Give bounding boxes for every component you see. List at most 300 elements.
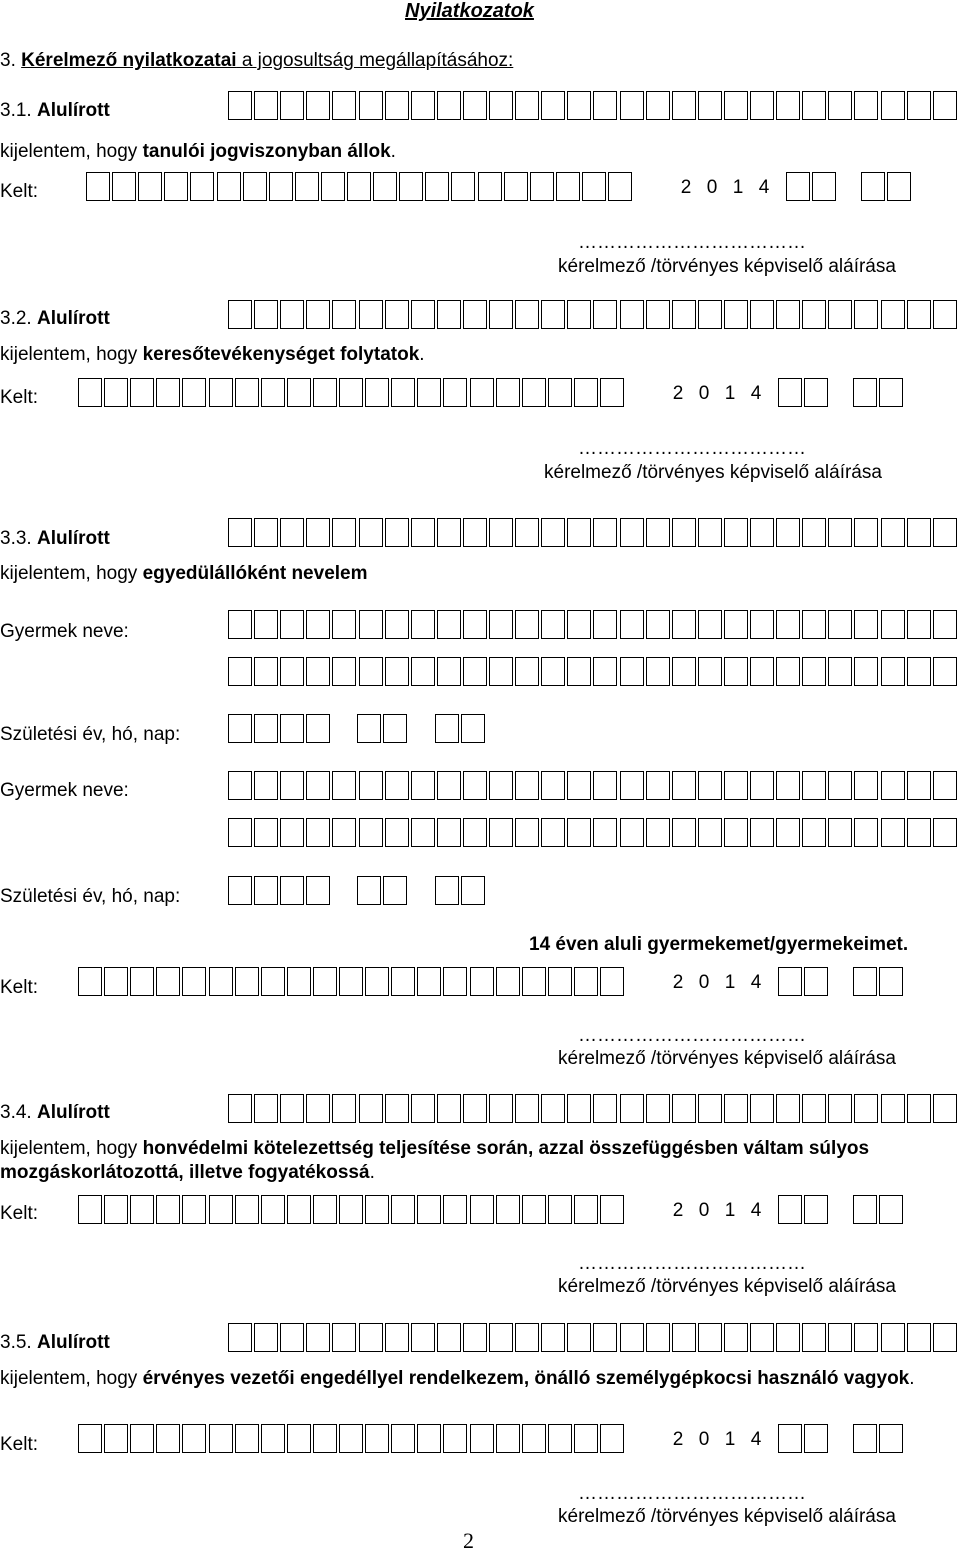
char-box[interactable] <box>287 1195 311 1224</box>
char-box[interactable] <box>881 657 905 686</box>
char-box[interactable] <box>881 1094 905 1123</box>
char-box[interactable] <box>228 91 252 120</box>
char-box[interactable] <box>804 1195 828 1224</box>
char-box[interactable] <box>437 300 461 329</box>
char-box[interactable] <box>411 91 435 120</box>
char-box[interactable] <box>156 1424 180 1453</box>
char-box[interactable] <box>254 657 278 686</box>
char-box[interactable] <box>881 610 905 639</box>
char-box[interactable] <box>854 771 878 800</box>
char-box[interactable] <box>887 172 911 201</box>
char-box[interactable] <box>496 1424 520 1453</box>
char-box[interactable] <box>313 1195 337 1224</box>
char-box[interactable] <box>724 610 748 639</box>
char-box[interactable] <box>853 378 877 407</box>
char-box[interactable] <box>280 610 304 639</box>
char-box[interactable] <box>261 1195 285 1224</box>
char-box[interactable] <box>280 1094 304 1123</box>
char-box[interactable] <box>190 172 214 201</box>
char-box[interactable] <box>804 967 828 996</box>
char-box[interactable] <box>478 172 502 201</box>
char-box[interactable] <box>182 967 206 996</box>
char-box[interactable] <box>373 172 397 201</box>
char-box[interactable] <box>254 876 278 905</box>
char-box[interactable] <box>828 518 852 547</box>
char-box[interactable] <box>306 91 330 120</box>
char-box[interactable] <box>391 378 415 407</box>
char-box[interactable] <box>78 1195 102 1224</box>
char-box[interactable] <box>280 771 304 800</box>
char-box[interactable] <box>548 378 572 407</box>
char-box[interactable] <box>750 771 774 800</box>
char-box[interactable] <box>567 818 591 847</box>
char-box[interactable] <box>567 1094 591 1123</box>
char-box[interactable] <box>437 771 461 800</box>
date-place-boxes[interactable] <box>78 378 956 409</box>
char-box[interactable] <box>489 771 513 800</box>
char-box[interactable] <box>698 771 722 800</box>
char-box[interactable] <box>593 1323 617 1352</box>
char-box[interactable] <box>306 518 330 547</box>
char-box[interactable] <box>515 657 539 686</box>
char-box[interactable] <box>776 91 800 120</box>
char-box[interactable] <box>228 818 252 847</box>
char-box[interactable] <box>254 1323 278 1352</box>
char-box[interactable] <box>504 172 528 201</box>
char-box[interactable] <box>461 876 485 905</box>
char-box[interactable] <box>515 818 539 847</box>
char-box[interactable] <box>828 818 852 847</box>
char-box[interactable] <box>776 300 800 329</box>
char-box[interactable] <box>359 518 383 547</box>
char-box[interactable] <box>209 378 233 407</box>
char-box[interactable] <box>854 657 878 686</box>
char-box[interactable] <box>489 657 513 686</box>
char-box[interactable] <box>254 610 278 639</box>
date-place-boxes[interactable] <box>78 967 956 998</box>
char-box[interactable] <box>365 967 389 996</box>
char-box[interactable] <box>620 518 644 547</box>
char-box[interactable] <box>646 818 670 847</box>
char-box[interactable] <box>574 378 598 407</box>
char-box[interactable] <box>182 1424 206 1453</box>
char-box[interactable] <box>853 1424 877 1453</box>
char-box[interactable] <box>463 300 487 329</box>
char-box[interactable] <box>411 657 435 686</box>
char-box[interactable] <box>907 518 931 547</box>
char-box[interactable] <box>515 91 539 120</box>
char-box[interactable] <box>470 1424 494 1453</box>
char-box[interactable] <box>853 967 877 996</box>
char-box[interactable] <box>778 1195 802 1224</box>
char-box[interactable] <box>228 1323 252 1352</box>
char-box[interactable] <box>881 818 905 847</box>
char-box[interactable] <box>463 657 487 686</box>
char-box[interactable] <box>461 714 485 743</box>
char-box[interactable] <box>306 1094 330 1123</box>
char-box[interactable] <box>907 818 931 847</box>
char-box[interactable] <box>217 172 241 201</box>
char-box[interactable] <box>541 91 565 120</box>
char-box[interactable] <box>470 378 494 407</box>
char-box[interactable] <box>933 91 957 120</box>
char-box[interactable] <box>776 610 800 639</box>
char-box[interactable] <box>261 967 285 996</box>
char-box[interactable] <box>646 771 670 800</box>
char-box[interactable] <box>489 1094 513 1123</box>
char-box[interactable] <box>646 300 670 329</box>
char-box[interactable] <box>548 1195 572 1224</box>
char-box[interactable] <box>443 967 467 996</box>
char-box[interactable] <box>804 378 828 407</box>
char-box[interactable] <box>130 378 154 407</box>
char-box[interactable] <box>385 91 409 120</box>
char-box[interactable] <box>672 300 696 329</box>
char-box[interactable] <box>672 1094 696 1123</box>
char-box[interactable] <box>907 610 931 639</box>
char-box[interactable] <box>287 1424 311 1453</box>
char-box[interactable] <box>306 610 330 639</box>
char-box[interactable] <box>470 1195 494 1224</box>
char-box[interactable] <box>86 172 110 201</box>
char-box[interactable] <box>254 1094 278 1123</box>
char-box[interactable] <box>339 967 363 996</box>
char-box[interactable] <box>261 1424 285 1453</box>
char-box[interactable] <box>541 1094 565 1123</box>
char-box[interactable] <box>854 300 878 329</box>
char-box[interactable] <box>802 818 826 847</box>
char-box[interactable] <box>698 818 722 847</box>
char-box[interactable] <box>280 657 304 686</box>
char-box[interactable] <box>933 657 957 686</box>
char-box[interactable] <box>778 378 802 407</box>
char-box[interactable] <box>556 172 580 201</box>
char-box[interactable] <box>463 818 487 847</box>
char-box[interactable] <box>776 1094 800 1123</box>
char-box[interactable] <box>228 771 252 800</box>
char-box[interactable] <box>567 657 591 686</box>
char-box[interactable] <box>802 1323 826 1352</box>
char-box[interactable] <box>437 1094 461 1123</box>
char-box[interactable] <box>411 1094 435 1123</box>
char-box[interactable] <box>593 657 617 686</box>
char-box[interactable] <box>548 1424 572 1453</box>
char-box[interactable] <box>280 518 304 547</box>
char-box[interactable] <box>828 771 852 800</box>
char-box[interactable] <box>417 967 441 996</box>
char-box[interactable] <box>776 518 800 547</box>
char-box[interactable] <box>933 518 957 547</box>
name-boxes[interactable] <box>228 1094 960 1125</box>
char-box[interactable] <box>496 1195 520 1224</box>
char-box[interactable] <box>489 91 513 120</box>
char-box[interactable] <box>435 876 459 905</box>
char-box[interactable] <box>776 657 800 686</box>
char-box[interactable] <box>112 172 136 201</box>
char-box[interactable] <box>574 967 598 996</box>
char-box[interactable] <box>443 1424 467 1453</box>
char-box[interactable] <box>306 657 330 686</box>
char-box[interactable] <box>750 657 774 686</box>
char-box[interactable] <box>515 1094 539 1123</box>
char-box[interactable] <box>489 518 513 547</box>
char-box[interactable] <box>332 818 356 847</box>
char-box[interactable] <box>332 610 356 639</box>
char-box[interactable] <box>411 818 435 847</box>
char-box[interactable] <box>463 771 487 800</box>
char-box[interactable] <box>672 610 696 639</box>
char-box[interactable] <box>786 172 810 201</box>
char-box[interactable] <box>435 714 459 743</box>
char-box[interactable] <box>228 1094 252 1123</box>
char-box[interactable] <box>879 967 903 996</box>
char-box[interactable] <box>515 300 539 329</box>
char-box[interactable] <box>359 771 383 800</box>
char-box[interactable] <box>295 172 319 201</box>
char-box[interactable] <box>489 300 513 329</box>
char-box[interactable] <box>209 1424 233 1453</box>
char-box[interactable] <box>280 91 304 120</box>
char-box[interactable] <box>228 610 252 639</box>
char-box[interactable] <box>287 378 311 407</box>
char-box[interactable] <box>235 1424 259 1453</box>
char-box[interactable] <box>347 172 371 201</box>
char-box[interactable] <box>496 378 520 407</box>
char-box[interactable] <box>228 657 252 686</box>
char-box[interactable] <box>385 1094 409 1123</box>
child-name-boxes[interactable] <box>228 657 960 688</box>
char-box[interactable] <box>724 518 748 547</box>
char-box[interactable] <box>437 657 461 686</box>
char-box[interactable] <box>463 1323 487 1352</box>
char-box[interactable] <box>620 771 644 800</box>
char-box[interactable] <box>280 714 304 743</box>
char-box[interactable] <box>383 714 407 743</box>
char-box[interactable] <box>359 657 383 686</box>
char-box[interactable] <box>541 1323 565 1352</box>
char-box[interactable] <box>411 518 435 547</box>
char-box[interactable] <box>254 818 278 847</box>
char-box[interactable] <box>515 610 539 639</box>
char-box[interactable] <box>593 518 617 547</box>
char-box[interactable] <box>269 172 293 201</box>
date-place-boxes[interactable] <box>78 1195 956 1226</box>
char-box[interactable] <box>778 967 802 996</box>
char-box[interactable] <box>541 300 565 329</box>
name-boxes[interactable] <box>228 1323 960 1354</box>
char-box[interactable] <box>724 1323 748 1352</box>
char-box[interactable] <box>332 91 356 120</box>
char-box[interactable] <box>104 1195 128 1224</box>
char-box[interactable] <box>907 657 931 686</box>
char-box[interactable] <box>130 967 154 996</box>
char-box[interactable] <box>620 300 644 329</box>
char-box[interactable] <box>280 300 304 329</box>
char-box[interactable] <box>365 1195 389 1224</box>
char-box[interactable] <box>391 1424 415 1453</box>
char-box[interactable] <box>357 714 381 743</box>
char-box[interactable] <box>933 771 957 800</box>
char-box[interactable] <box>853 1195 877 1224</box>
char-box[interactable] <box>385 771 409 800</box>
char-box[interactable] <box>359 1094 383 1123</box>
char-box[interactable] <box>357 876 381 905</box>
char-box[interactable] <box>130 1195 154 1224</box>
char-box[interactable] <box>724 1094 748 1123</box>
char-box[interactable] <box>881 300 905 329</box>
char-box[interactable] <box>907 91 931 120</box>
char-box[interactable] <box>332 657 356 686</box>
char-box[interactable] <box>332 518 356 547</box>
char-box[interactable] <box>496 967 520 996</box>
char-box[interactable] <box>724 300 748 329</box>
char-box[interactable] <box>522 378 546 407</box>
char-box[interactable] <box>567 1323 591 1352</box>
char-box[interactable] <box>698 1323 722 1352</box>
char-box[interactable] <box>443 378 467 407</box>
char-box[interactable] <box>593 300 617 329</box>
char-box[interactable] <box>463 91 487 120</box>
date-place-boxes[interactable] <box>78 1424 956 1455</box>
char-box[interactable] <box>541 610 565 639</box>
char-box[interactable] <box>672 657 696 686</box>
char-box[interactable] <box>313 967 337 996</box>
char-box[interactable] <box>724 657 748 686</box>
char-box[interactable] <box>620 657 644 686</box>
char-box[interactable] <box>750 610 774 639</box>
char-box[interactable] <box>156 967 180 996</box>
char-box[interactable] <box>365 378 389 407</box>
char-box[interactable] <box>750 1094 774 1123</box>
char-box[interactable] <box>828 1323 852 1352</box>
char-box[interactable] <box>567 610 591 639</box>
char-box[interactable] <box>443 1195 467 1224</box>
char-box[interactable] <box>933 300 957 329</box>
char-box[interactable] <box>385 610 409 639</box>
char-box[interactable] <box>306 714 330 743</box>
char-box[interactable] <box>600 378 624 407</box>
char-box[interactable] <box>541 518 565 547</box>
char-box[interactable] <box>383 876 407 905</box>
char-box[interactable] <box>879 378 903 407</box>
char-box[interactable] <box>854 610 878 639</box>
char-box[interactable] <box>463 610 487 639</box>
char-box[interactable] <box>907 300 931 329</box>
char-box[interactable] <box>254 91 278 120</box>
char-box[interactable] <box>332 300 356 329</box>
char-box[interactable] <box>567 518 591 547</box>
char-box[interactable] <box>522 1195 546 1224</box>
char-box[interactable] <box>437 518 461 547</box>
char-box[interactable] <box>104 967 128 996</box>
char-box[interactable] <box>646 1323 670 1352</box>
char-box[interactable] <box>574 1195 598 1224</box>
char-box[interactable] <box>907 771 931 800</box>
char-box[interactable] <box>828 610 852 639</box>
char-box[interactable] <box>750 518 774 547</box>
char-box[interactable] <box>261 378 285 407</box>
char-box[interactable] <box>437 610 461 639</box>
char-box[interactable] <box>750 1323 774 1352</box>
char-box[interactable] <box>138 172 162 201</box>
char-box[interactable] <box>437 818 461 847</box>
char-box[interactable] <box>750 91 774 120</box>
char-box[interactable] <box>411 1323 435 1352</box>
char-box[interactable] <box>425 172 449 201</box>
char-box[interactable] <box>78 1424 102 1453</box>
char-box[interactable] <box>879 1195 903 1224</box>
char-box[interactable] <box>802 518 826 547</box>
char-box[interactable] <box>411 771 435 800</box>
char-box[interactable] <box>646 1094 670 1123</box>
char-box[interactable] <box>489 1323 513 1352</box>
char-box[interactable] <box>600 1195 624 1224</box>
char-box[interactable] <box>593 91 617 120</box>
char-box[interactable] <box>724 91 748 120</box>
char-box[interactable] <box>489 610 513 639</box>
char-box[interactable] <box>778 1424 802 1453</box>
char-box[interactable] <box>359 610 383 639</box>
char-box[interactable] <box>332 771 356 800</box>
char-box[interactable] <box>515 518 539 547</box>
char-box[interactable] <box>600 1424 624 1453</box>
char-box[interactable] <box>776 818 800 847</box>
char-box[interactable] <box>593 610 617 639</box>
char-box[interactable] <box>620 610 644 639</box>
char-box[interactable] <box>391 1195 415 1224</box>
char-box[interactable] <box>385 818 409 847</box>
char-box[interactable] <box>228 300 252 329</box>
char-box[interactable] <box>385 657 409 686</box>
char-box[interactable] <box>313 378 337 407</box>
char-box[interactable] <box>802 771 826 800</box>
char-box[interactable] <box>451 172 475 201</box>
char-box[interactable] <box>280 818 304 847</box>
char-box[interactable] <box>339 378 363 407</box>
char-box[interactable] <box>933 1094 957 1123</box>
char-box[interactable] <box>698 610 722 639</box>
char-box[interactable] <box>385 300 409 329</box>
char-box[interactable] <box>463 518 487 547</box>
char-box[interactable] <box>522 1424 546 1453</box>
char-box[interactable] <box>280 876 304 905</box>
char-box[interactable] <box>489 818 513 847</box>
char-box[interactable] <box>417 378 441 407</box>
char-box[interactable] <box>313 1424 337 1453</box>
char-box[interactable] <box>306 818 330 847</box>
char-box[interactable] <box>620 91 644 120</box>
char-box[interactable] <box>574 1424 598 1453</box>
char-box[interactable] <box>881 1323 905 1352</box>
char-box[interactable] <box>417 1195 441 1224</box>
char-box[interactable] <box>861 172 885 201</box>
char-box[interactable] <box>776 771 800 800</box>
char-box[interactable] <box>470 967 494 996</box>
date-place-boxes[interactable] <box>86 172 956 203</box>
char-box[interactable] <box>620 818 644 847</box>
char-box[interactable] <box>812 172 836 201</box>
char-box[interactable] <box>854 91 878 120</box>
char-box[interactable] <box>802 91 826 120</box>
char-box[interactable] <box>620 1094 644 1123</box>
char-box[interactable] <box>306 876 330 905</box>
char-box[interactable] <box>776 1323 800 1352</box>
char-box[interactable] <box>672 91 696 120</box>
char-box[interactable] <box>593 1094 617 1123</box>
char-box[interactable] <box>907 1094 931 1123</box>
char-box[interactable] <box>156 378 180 407</box>
char-box[interactable] <box>332 1094 356 1123</box>
